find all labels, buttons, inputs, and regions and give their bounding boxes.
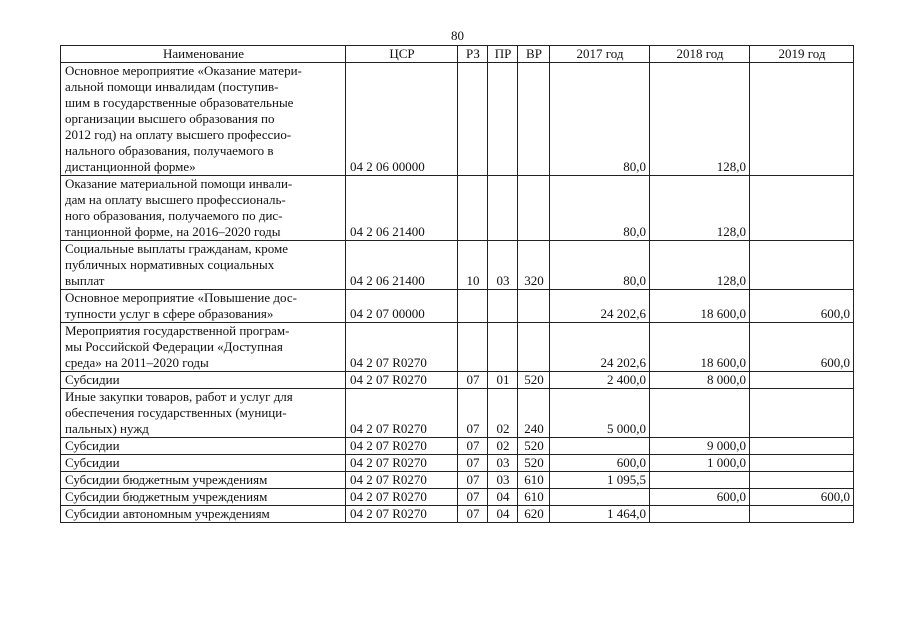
row-2019-cell — [750, 241, 854, 290]
row-vr-cell: 320 — [518, 241, 550, 290]
row-pr-cell — [488, 63, 518, 176]
row-rz-cell: 07 — [458, 506, 488, 523]
row-pr-cell: 03 — [488, 455, 518, 472]
row-csr-cell: 04 2 07 R0270 — [346, 438, 458, 455]
row-2019-cell — [750, 176, 854, 241]
row-csr-cell: 04 2 07 R0270 — [346, 323, 458, 372]
row-2019-cell — [750, 63, 854, 176]
row-name-line: Социальные выплаты гражданам, кроме — [65, 241, 288, 256]
row-2017-cell: 24 202,6 — [550, 290, 650, 323]
row-name-line: Субсидии — [65, 455, 120, 470]
row-2018-cell: 128,0 — [650, 176, 750, 241]
row-name-cell — [61, 372, 346, 389]
row-2017-cell — [550, 489, 650, 506]
row-name-cell — [61, 455, 346, 472]
table-row — [61, 323, 854, 372]
row-vr-cell: 240 — [518, 389, 550, 438]
row-csr-cell: 04 2 06 21400 — [346, 176, 458, 241]
header-2017: 2017 год — [550, 46, 650, 63]
row-2019-cell: 600,0 — [750, 489, 854, 506]
row-2017-cell: 1 095,5 — [550, 472, 650, 489]
row-2018-cell: 9 000,0 — [650, 438, 750, 455]
row-csr-cell: 04 2 07 R0270 — [346, 455, 458, 472]
row-vr-cell — [518, 323, 550, 372]
row-vr-cell: 610 — [518, 489, 550, 506]
row-name-line: Субсидии — [65, 372, 120, 387]
header-vr: ВР — [518, 46, 550, 63]
row-vr-cell: 620 — [518, 506, 550, 523]
row-name-line: танционной форме, на 2016–2020 годы — [65, 224, 281, 239]
row-2018-cell: 18 600,0 — [650, 323, 750, 372]
row-name-cell — [61, 63, 346, 176]
row-name-line: Иные закупки товаров, работ и услуг для — [65, 389, 293, 404]
row-vr-cell: 520 — [518, 438, 550, 455]
row-2019-cell: 600,0 — [750, 290, 854, 323]
row-name-cell — [61, 241, 346, 290]
row-2019-cell — [750, 389, 854, 438]
row-2017-cell: 80,0 — [550, 241, 650, 290]
row-name-line: Субсидии — [65, 438, 120, 453]
row-2019-cell — [750, 472, 854, 489]
row-2018-cell: 600,0 — [650, 489, 750, 506]
row-vr-cell: 520 — [518, 455, 550, 472]
row-2019-cell — [750, 438, 854, 455]
row-csr-cell: 04 2 07 R0270 — [346, 372, 458, 389]
row-name-cell — [61, 506, 346, 523]
row-name-line: среда» на 2011–2020 годы — [65, 355, 209, 370]
row-2017-cell: 2 400,0 — [550, 372, 650, 389]
row-name-line: Оказание материальной помощи инвали- — [65, 176, 293, 191]
row-csr-cell: 04 2 07 R0270 — [346, 472, 458, 489]
row-pr-cell — [488, 176, 518, 241]
row-name-line: пальных) нужд — [65, 421, 149, 436]
row-name-line: Субсидии бюджетным учреждениям — [65, 472, 268, 487]
table-row — [61, 438, 854, 455]
header-2019: 2019 год — [750, 46, 854, 63]
table-row — [61, 455, 854, 472]
row-vr-cell: 610 — [518, 472, 550, 489]
row-pr-cell — [488, 323, 518, 372]
row-2019-cell: 600,0 — [750, 323, 854, 372]
table-row — [61, 489, 854, 506]
row-vr-cell — [518, 63, 550, 176]
row-2019-cell — [750, 506, 854, 523]
row-name-line: публичных нормативных социальных — [65, 257, 275, 272]
row-name-cell — [61, 489, 346, 506]
header-rz: РЗ — [458, 46, 488, 63]
row-pr-cell: 02 — [488, 438, 518, 455]
row-csr-cell: 04 2 07 R0270 — [346, 506, 458, 523]
row-pr-cell: 04 — [488, 489, 518, 506]
row-2017-cell: 5 000,0 — [550, 389, 650, 438]
row-rz-cell: 07 — [458, 438, 488, 455]
row-2017-cell: 600,0 — [550, 455, 650, 472]
row-name-line: мы Российской Федерации «Доступная — [65, 339, 283, 354]
row-2018-cell: 128,0 — [650, 241, 750, 290]
row-rz-cell: 07 — [458, 389, 488, 438]
row-name-cell — [61, 472, 346, 489]
row-pr-cell: 03 — [488, 241, 518, 290]
row-2017-cell: 1 464,0 — [550, 506, 650, 523]
row-name-cell — [61, 176, 346, 241]
budget-table — [60, 45, 854, 523]
header-name: Наименование — [61, 46, 346, 63]
row-name-line: выплат — [65, 273, 105, 288]
table-row — [61, 372, 854, 389]
header-2018: 2018 год — [650, 46, 750, 63]
row-name-line: Субсидии бюджетным учреждениям — [65, 489, 268, 504]
row-name-line: тупности услуг в сфере образования» — [65, 306, 274, 321]
row-2017-cell: 80,0 — [550, 63, 650, 176]
row-rz-cell: 07 — [458, 372, 488, 389]
row-pr-cell: 02 — [488, 389, 518, 438]
row-name-line: шим в государственные образовательные — [65, 95, 294, 110]
row-name-line: дам на оплату высшего профессиональ- — [65, 192, 286, 207]
row-csr-cell: 04 2 06 00000 — [346, 63, 458, 176]
table-row — [61, 241, 854, 290]
row-pr-cell: 03 — [488, 472, 518, 489]
row-pr-cell — [488, 290, 518, 323]
row-2018-cell — [650, 389, 750, 438]
row-rz-cell — [458, 290, 488, 323]
row-name-cell — [61, 290, 346, 323]
row-name-line: Мероприятия государственной програм- — [65, 323, 290, 338]
row-csr-cell: 04 2 07 00000 — [346, 290, 458, 323]
row-name-line: Основное мероприятие «Повышение дос- — [65, 290, 297, 305]
table-body — [61, 63, 854, 523]
table-header-row — [61, 46, 854, 63]
row-csr-cell: 04 2 07 R0270 — [346, 489, 458, 506]
row-2017-cell — [550, 438, 650, 455]
row-2019-cell — [750, 455, 854, 472]
row-2017-cell: 80,0 — [550, 176, 650, 241]
row-2018-cell: 18 600,0 — [650, 290, 750, 323]
header-csr: ЦСР — [346, 46, 458, 63]
table-row — [61, 63, 854, 176]
row-pr-cell: 01 — [488, 372, 518, 389]
row-2018-cell: 1 000,0 — [650, 455, 750, 472]
row-rz-cell: 07 — [458, 472, 488, 489]
table-row — [61, 290, 854, 323]
row-name-cell — [61, 323, 346, 372]
row-2019-cell — [750, 372, 854, 389]
row-name-line: 2012 год) на оплату высшего профессио- — [65, 127, 292, 142]
row-2017-cell: 24 202,6 — [550, 323, 650, 372]
row-name-line: дистанционной форме» — [65, 159, 196, 174]
table-row — [61, 506, 854, 523]
row-name-line: нального образования, получаемого в — [65, 143, 274, 158]
row-pr-cell: 04 — [488, 506, 518, 523]
row-rz-cell: 10 — [458, 241, 488, 290]
header-pr: ПР — [488, 46, 518, 63]
row-name-line: альной помощи инвалидам (поступив- — [65, 79, 279, 94]
row-2018-cell — [650, 472, 750, 489]
row-vr-cell — [518, 176, 550, 241]
row-rz-cell: 07 — [458, 455, 488, 472]
row-name-line: Субсидии автономным учреждениям — [65, 506, 270, 521]
table-row — [61, 176, 854, 241]
row-rz-cell: 07 — [458, 489, 488, 506]
row-name-cell — [61, 389, 346, 438]
row-vr-cell — [518, 290, 550, 323]
row-csr-cell: 04 2 07 R0270 — [346, 389, 458, 438]
row-name-line: ного образования, получаемого по дис- — [65, 208, 283, 223]
table-row — [61, 472, 854, 489]
row-csr-cell: 04 2 06 21400 — [346, 241, 458, 290]
row-2018-cell — [650, 506, 750, 523]
row-2018-cell: 128,0 — [650, 63, 750, 176]
row-rz-cell — [458, 176, 488, 241]
page-number: 80 — [451, 28, 464, 43]
row-name-line: Основное мероприятие «Оказание матери- — [65, 63, 302, 78]
row-name-line: обеспечения государственных (муници- — [65, 405, 287, 420]
row-2018-cell: 8 000,0 — [650, 372, 750, 389]
row-rz-cell — [458, 323, 488, 372]
row-rz-cell — [458, 63, 488, 176]
row-name-line: организации высшего образования по — [65, 111, 275, 126]
table-row — [61, 389, 854, 438]
row-vr-cell: 520 — [518, 372, 550, 389]
row-name-cell — [61, 438, 346, 455]
